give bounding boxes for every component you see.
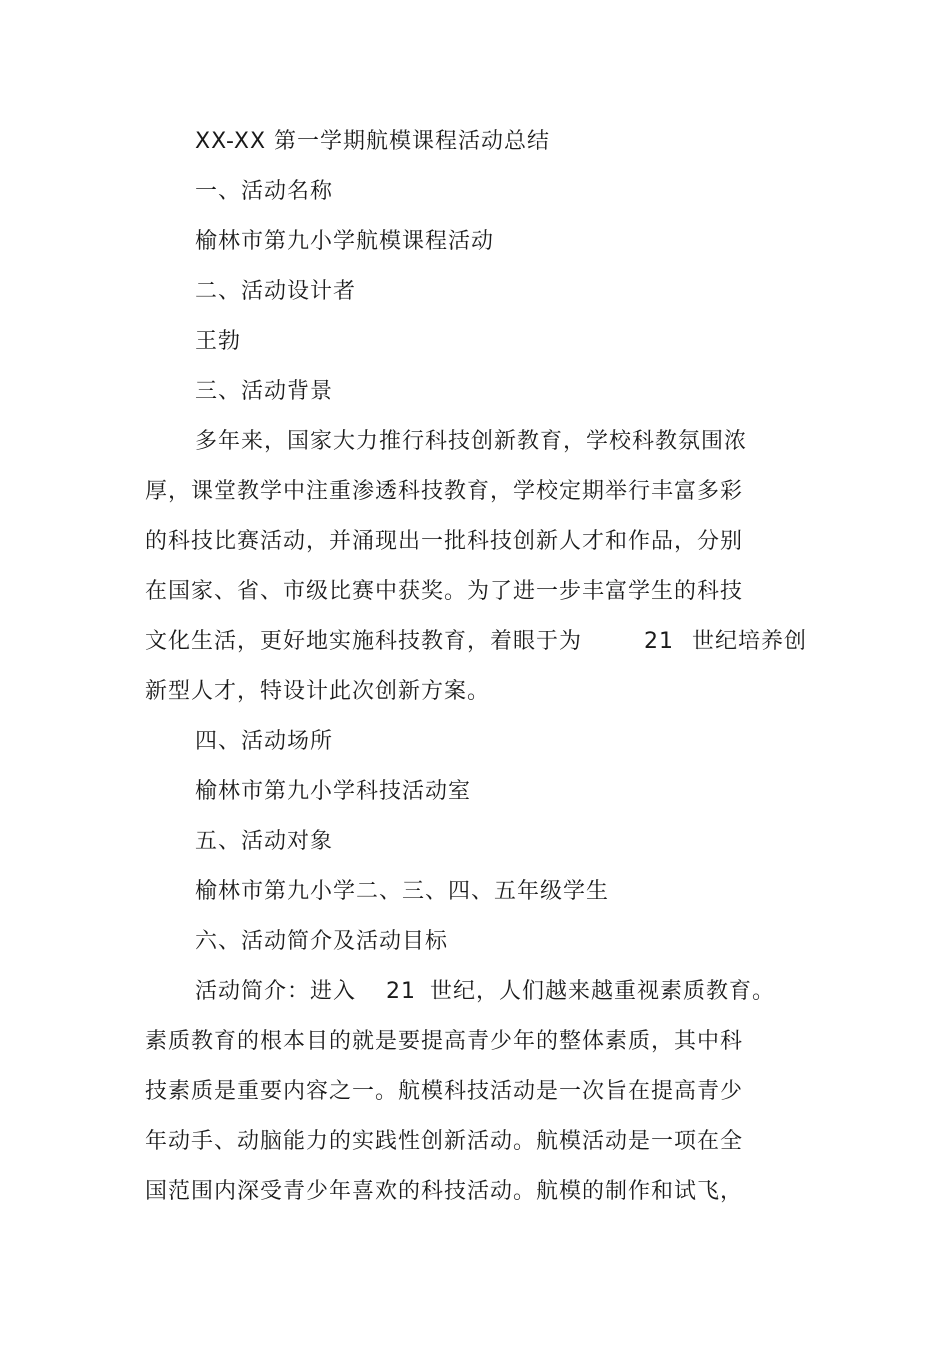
section-heading-background: 三、活动背景: [195, 379, 334, 404]
intro-paragraph-line: [195, 977, 775, 1007]
intro-paragraph-line: 素质教育的根本目的就是要提高青少年的整体素质，其中科: [145, 1029, 744, 1054]
intro-text-segment: 活动简介：进入: [195, 979, 357, 1004]
background-paragraph-line: [145, 627, 807, 657]
background-paragraph-line: 多年来，国家大力推行科技创新教育，学校科教氛围浓: [195, 429, 748, 454]
background-paragraph-line: 在国家、省、市级比赛中获奖。为了进一步丰富学生的科技: [145, 579, 744, 604]
century-number: 21: [386, 979, 417, 1004]
background-paragraph-line: 厚，课堂教学中注重渗透科技教育，学校定期举行丰富多彩: [145, 479, 744, 504]
section-heading-audience: 五、活动对象: [195, 829, 334, 854]
intro-paragraph-line: 年动手、动脑能力的实践性创新活动。航模活动是一项在全: [145, 1129, 744, 1154]
background-text-segment: 世纪培养创: [692, 629, 808, 654]
activity-name: 榆林市第九小学航模课程活动: [195, 229, 495, 254]
century-number: 21: [644, 629, 675, 654]
activity-audience: 榆林市第九小学二、三、四、五年级学生: [195, 879, 610, 904]
activity-venue: 榆林市第九小学科技活动室: [195, 779, 472, 804]
document-title: XX-XX 第一学期航模课程活动总结: [195, 129, 551, 154]
section-heading-intro-goals: 六、活动简介及活动目标: [195, 929, 449, 954]
intro-text-segment: 世纪，人们越来越重视素质教育。: [430, 979, 776, 1004]
intro-paragraph-line: 技素质是重要内容之一。航模科技活动是一次旨在提高青少: [145, 1079, 744, 1104]
section-heading-name: 一、活动名称: [195, 179, 334, 204]
section-heading-designer: 二、活动设计者: [195, 279, 357, 304]
background-paragraph-line: 的科技比赛活动，并涌现出一批科技创新人才和作品，分别: [145, 529, 744, 554]
designer-name: 王勃: [195, 329, 242, 354]
section-heading-venue: 四、活动场所: [195, 729, 334, 754]
background-paragraph-line: 新型人才，特设计此次创新方案。: [145, 679, 491, 704]
background-text-segment: 文化生活，更好地实施科技教育，着眼于为: [145, 629, 583, 654]
intro-paragraph-line: 国范围内深受青少年喜欢的科技活动。航模的制作和试飞，: [145, 1179, 744, 1204]
